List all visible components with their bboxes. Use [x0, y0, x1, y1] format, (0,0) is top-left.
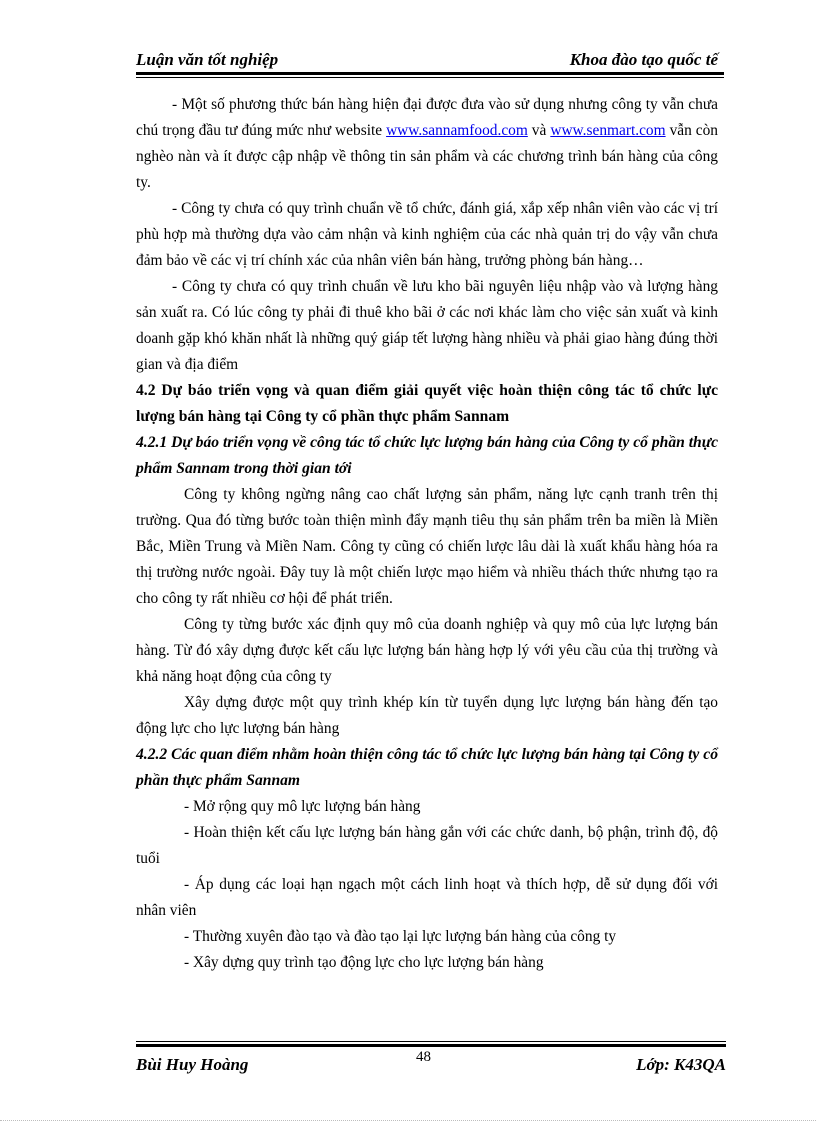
footer-rule-thin [136, 1041, 726, 1042]
link-sannamfood[interactable]: www.sannamfood.com [386, 122, 528, 139]
section-heading-4-2-1: 4.2.1 Dự báo triển vọng về công tác tổ chức lực lượng bán hàng của Công ty cổ phần thực phẩm Sannam trong thời gian tới [136, 434, 718, 477]
bullet-item: - Xây dựng quy trình tạo động lực cho lực lượng bán hàng [184, 954, 544, 971]
paragraph-website-text-before: - Một số phương thức bán hàng hiện đại được đưa vào sử dụng nhưng công ty vẫn chưa chú trọng đầu tư đúng mức như website [136, 96, 718, 139]
header-thesis-label: Luận văn tốt nghiệp [136, 50, 279, 69]
paragraph-outlook: Công ty không ngừng nâng cao chất lượng sản phẩm, năng lực cạnh tranh trên thị trường. Qua đó từng bước toàn thiện mình đẩy mạnh tiêu thụ sản phẩm trên ba miền là Miền Bắc, Miền Trung và Miền Nam. Công ty cũng có chiến lược lâu dài là xuất khẩu hàng hóa ra thị trường nước ngoài. Đây tuy là một chiến lược mạo hiểm và nhiều thách thức nhưng tạo ra cho công ty rất nhiều cơ hội để phát triển. [136, 486, 718, 607]
footer-rule [136, 1044, 726, 1047]
header-faculty-label: Khoa đào tạo quốc tế [569, 50, 718, 69]
header-rule-thin [136, 77, 724, 78]
bullet-item: - Mở rộng quy mô lực lượng bán hàng [184, 798, 421, 815]
paragraph-staff-process: - Công ty chưa có quy trình chuẩn về tổ chức, đánh giá, xắp xếp nhân viên vào các vị trí phù hợp mà thường dựa vào cảm nhận và kinh nghiệm của các nhà quản trị do vậy vẫn chưa đảm bảo về các vị trí chính xác của nhân viên bán hàng, trưởng phòng bán hàng… [136, 200, 718, 269]
page-number: 48 [416, 1049, 431, 1065]
page-body [136, 92, 718, 976]
footer-class: Lớp: K43QA [636, 1055, 726, 1074]
section-heading-4-2-2: 4.2.2 Các quan điểm nhằm hoàn thiện công tác tổ chức lực lượng bán hàng tại Công ty cổ phần thực phẩm Sannam [136, 746, 718, 789]
bullet-item: - Áp dụng các loại hạn ngạch một cách linh hoạt và thích hợp, dễ sử dụng đối với nhân viên [136, 876, 718, 919]
page-bottom-border [0, 1120, 816, 1121]
section-heading-4-2: 4.2 Dự báo triển vọng và quan điểm giải quyết việc hoàn thiện công tác tổ chức lực lượng bán hàng tại Công ty cổ phần thực phẩm Sannam [136, 382, 718, 425]
page-header [136, 50, 722, 74]
link-senmart[interactable]: www.senmart.com [550, 122, 666, 139]
header-rule [136, 72, 724, 75]
paragraph-website-text-after: vẫn còn nghèo nàn và ít được cập nhập về thông tin sản phẩm và các chương trình bán hàng của công ty. [136, 122, 718, 191]
paragraph-warehouse: - Công ty chưa có quy trình chuẩn về lưu kho bãi nguyên liệu nhập vào và lượng hàng sản xuất ra. Có lúc công ty phải đi thuê kho bãi ở các nơi khác làm cho việc sản xuất và kinh doanh gặp khó khăn nhất là những quý giáp tết lượng hàng nhiều và phải giao hàng đúng thời gian và địa điểm [136, 278, 718, 373]
paragraph-website [136, 92, 718, 196]
paragraph-scale: Công ty từng bước xác định quy mô của doanh nghiệp và quy mô của lực lượng bán hàng. Từ đó xây dựng được kết cấu lực lượng bán hàng hợp lý với yêu cầu của thị trường và khả năng hoạt động của công ty [136, 616, 718, 685]
footer-author: Bùi Huy Hoàng [136, 1055, 249, 1074]
bullet-item: - Thường xuyên đào tạo và đào tạo lại lực lượng bán hàng của công ty [184, 928, 617, 945]
bullet-item: - Hoàn thiện kết cấu lực lượng bán hàng gắn với các chức danh, bộ phận, trình độ, độ tuổi [136, 824, 718, 867]
paragraph-website-text-middle: và [527, 122, 551, 139]
paragraph-process: Xây dựng được một quy trình khép kín từ tuyển dụng lực lượng bán hàng đến tạo động lực cho lực lượng bán hàng [136, 694, 718, 737]
